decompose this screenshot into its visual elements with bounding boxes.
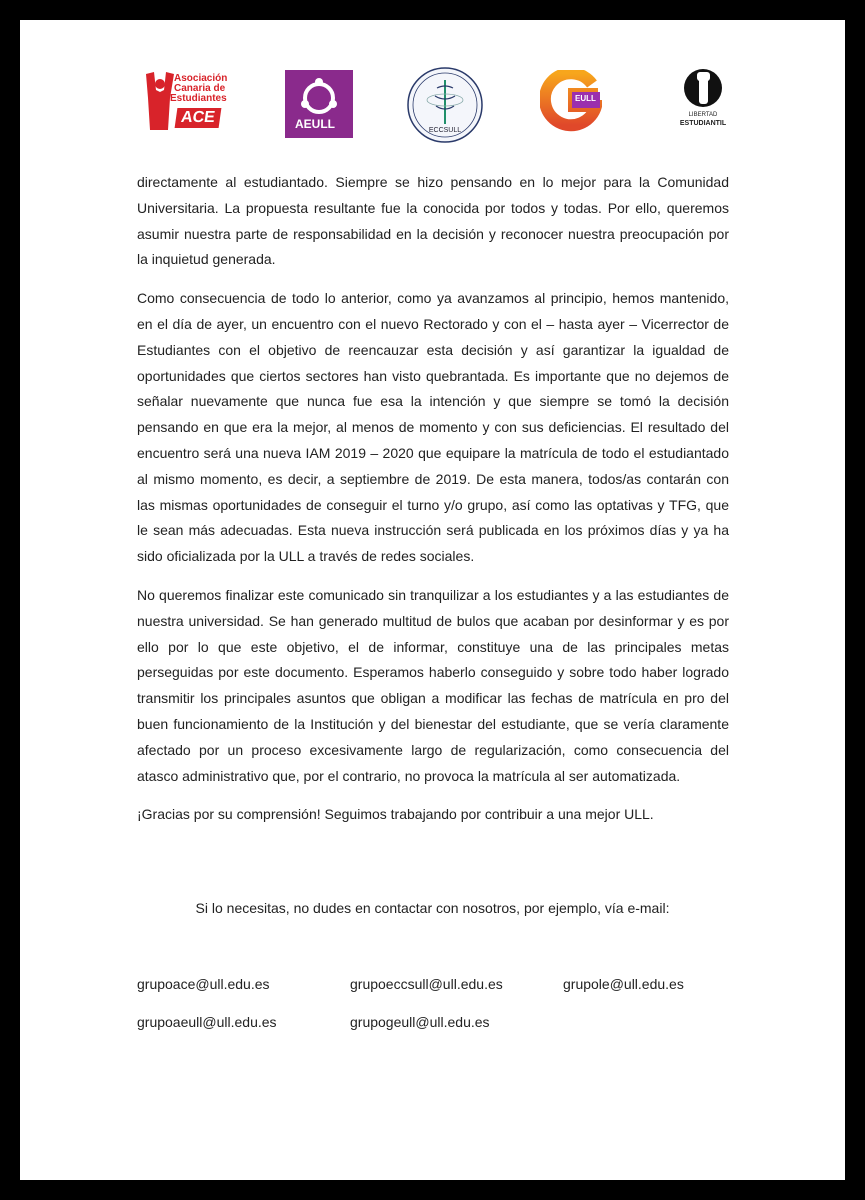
logo-header — [20, 20, 845, 160]
eccsull-logo — [406, 66, 484, 144]
paragraph-1: directamente al estudiantado. Siempre se hizo pensando en lo mejor para la Comunidad Universitaria. La propuesta resultante fue la conocida por todos y todas. Por ello, queremos asumir nuestra parte de responsabilidad en la decisión y reconocer nuestra preocupación por la inquietud generada. — [137, 174, 729, 268]
ace-logo-line2: Canaria de — [174, 83, 226, 94]
geull-logo — [540, 70, 602, 132]
raised-fist-icon — [675, 68, 731, 112]
ace-logo-line3: Estudiantes — [170, 93, 227, 104]
le-logo-line1: LIBERTAD — [688, 112, 718, 118]
eccsull-logo-label: ECCSULL — [428, 127, 462, 134]
contact-intro: Si lo necesitas, no dudes en contactar con nosotros, por ejemplo, vía e-mail: — [195, 900, 670, 916]
email-grupoace[interactable]: grupoace@ull.edu.es — [137, 976, 270, 992]
email-grupole[interactable]: grupole@ull.edu.es — [563, 976, 684, 992]
paragraph-4: ¡Gracias por su comprensión! Seguimos trabajando por contribuir a una mejor ULL. — [137, 806, 654, 823]
ace-logo — [140, 70, 232, 136]
paragraph-2: Como consecuencia de todo lo anterior, como ya avanzamos al principio, hemos mantenido, en el día de ayer, un encuentro con el nuevo Rectorado y con el – hasta ayer – Vicerrector de Estudiantes con el objetivo de reencauzar esta decisión y así garantizar la igualdad de oportunidades que ciertos sectores han visto quebrantada. Es importante que no dejemos de señalar nuevamente que nunca fue esa la intención y que siempre se tomó la decisión pensando en que era la mejor, al menos de momento y con sus deficiencias. El resultado del encuentro será una nueva IAM 2019 – 2020 que equipare la matrícula de todo el estudiantado al mismo momento, es decir, a septiembre de 2019. De esta manera, todos/as contarán con las mismas oportunidades de conseguir el turno y/o grupo, así como las optativas y TFG, que le sean más adecuadas. Esta nueva instrucción será publicada en los próximos días y ya ha sido oficializada por la ULL a través de redes sociales. — [137, 290, 729, 565]
document-body — [137, 170, 729, 841]
ace-logo-acronym: ACE — [175, 108, 222, 128]
email-grupoaeull[interactable]: grupoaeull@ull.edu.es — [137, 1014, 277, 1030]
document-page — [20, 20, 845, 1180]
email-grupoeccsull[interactable]: grupoeccsull@ull.edu.es — [350, 976, 503, 992]
aeull-logo-label: AEULL — [295, 117, 335, 131]
geull-logo-label: EULL — [575, 94, 596, 103]
libertad-estudiantil-logo — [675, 68, 731, 130]
ace-logo-line1: Asociación — [174, 73, 228, 84]
aeull-logo — [285, 70, 353, 138]
paragraph-3: No queremos finalizar este comunicado sin tranquilizar a los estudiantes y a las estudiantes de nuestra universidad. Se han generado multitud de bulos que acaban por desinformar y es por ello por lo que este objetivo, el de informar, constituye una de las principales metas perseguidas por este documento. Esperamos haberlo conseguido y sobre todo haber logrado transmitir los principales asuntos que obligan a modificar las fechas de matrícula en pro del buen funcionamiento de la Institución y del bienestar del estudiante, que se vería claramente afectado por un proceso excesivamente largo de regularización, como consecuencia del atasco administrativo que, por el contrario, no provoca la matrícula al ser automatizada. — [137, 586, 729, 784]
le-logo-line2: ESTUDIANTIL — [679, 120, 727, 127]
email-grupogeull[interactable]: grupogeull@ull.edu.es — [350, 1014, 490, 1030]
